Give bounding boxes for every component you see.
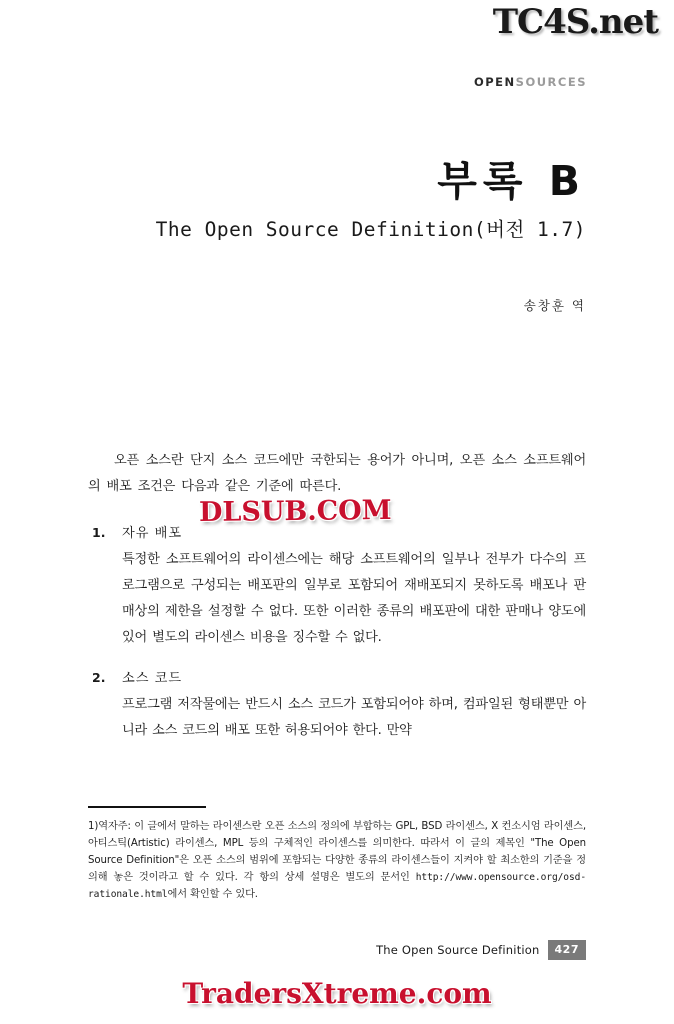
term-number: 2. xyxy=(92,670,106,685)
footnote xyxy=(88,818,586,903)
watermark-middle: DLSUB.COM xyxy=(198,494,392,529)
list-item xyxy=(88,522,586,651)
watermark-bottom: TradersXtreme.com xyxy=(182,977,492,1010)
page-subtitle: The Open Source Definition(버전 1.7) xyxy=(155,218,586,241)
footnote-url: http://www.opensource.org/osd-rationale.html xyxy=(88,872,586,900)
eyebrow-sources: SOURCES xyxy=(515,75,587,89)
term-text: 프로그램 저작물에는 반드시 소스 코드가 포함되어야 하며, 컴파일된 형태뿐만 아니라 소스 코드의 배포 또한 허용되어야 한다. 만약 xyxy=(122,697,586,738)
running-title: The Open Source Definition xyxy=(376,943,540,957)
page-number: 427 xyxy=(548,940,586,960)
term-text-value: 특정한 소프트웨어의 라이센스에는 해당 소프트웨어의 일부나 전부가 다수의 프로그램으로 구성되는 배포판의 일부로 포함되어 재배포되지 못하도록 배포나 판매상의 제한을 설정할 수 없다. 또한 이러한 종류의 배포판에 대한 판매나 양도에 있어 별도의 라이센스 비용을 징수할 수 없다. xyxy=(122,552,586,645)
translator-credit: 송창훈 역 xyxy=(523,298,586,313)
section-eyebrow xyxy=(474,75,587,89)
eyebrow-open: OPEN xyxy=(473,75,516,89)
term-text xyxy=(122,547,586,651)
intro-paragraph: 오픈 소스란 단지 소스 코드에만 국한되는 용어가 아니며, 오픈 소스 소프트웨어의 배포 조건은 다음과 같은 기준에 따른다. xyxy=(88,453,586,494)
footnote-text: 역자주: 이 글에서 말하는 라이센스란 오픈 소스의 정의에 부합하는 GPL, BSD 라이센스, X 컨소시엄 라이센스, 아티스틱(Artistic) 라이센스, MPL 등의 구체적인 라이센스를 의미한다. 따라서 이 글의 제목인 "The Open Source Definition"은 오픈 소스의 범위에 포함되는 다양한 종류의 라이센스들이 지켜야 할 최소한의 기준을 정의해 놓은 것이라고 할 수 있다. 각 항의 상세 설명은 별도의 문서인 xyxy=(88,821,586,883)
list-item xyxy=(88,667,586,744)
watermark-top: TC4S.net xyxy=(492,2,658,42)
term-name: 자유 배포 xyxy=(122,526,183,541)
term-name: 소스 코드 xyxy=(122,671,183,686)
footnote-marker: 1) xyxy=(88,821,99,832)
page-title: 부록 B xyxy=(437,157,586,205)
footnote-text-tail: 에서 확인할 수 있다. xyxy=(167,889,258,900)
terms-list xyxy=(88,522,586,744)
term-heading xyxy=(88,667,586,686)
page-footer xyxy=(376,940,586,960)
term-number: 1. xyxy=(92,525,106,540)
footnote-divider xyxy=(88,806,206,808)
